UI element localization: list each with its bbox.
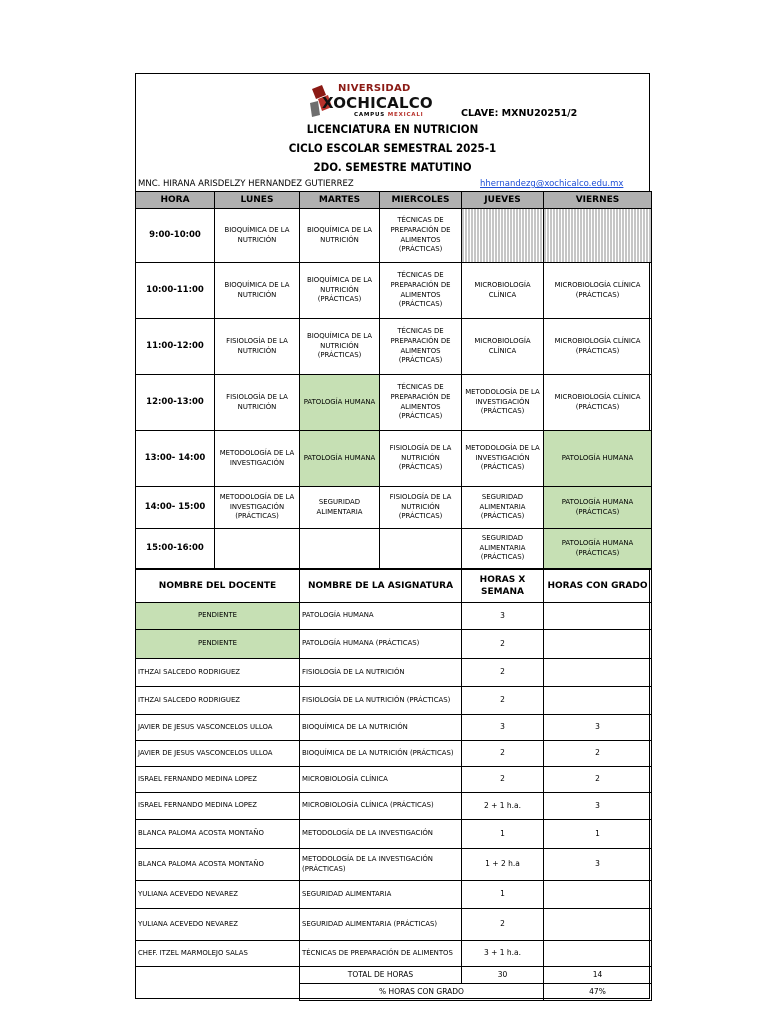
cycle-title: CICLO ESCOLAR SEMESTRAL 2025-1 <box>288 141 497 155</box>
subject-name: BIOQUÍMICA DE LA NUTRICIÓN <box>300 715 462 741</box>
class-cell: MICROBIOLOGÍA CLÍNICA (PRÁCTICAS) <box>544 319 652 375</box>
class-cell: TÉCNICAS DE PREPARACIÓN DE ALIMENTOS (PRÁCTICAS) <box>380 209 462 263</box>
total-row <box>136 967 652 984</box>
hours-per-week: 2 <box>462 741 544 767</box>
hour-cell: 11:00-12:00 <box>136 319 215 375</box>
class-cell: BIOQUÍMICA DE LA NUTRICIÓN <box>300 209 380 263</box>
hour-cell: 9:00-10:00 <box>136 209 215 263</box>
university-logo <box>308 83 444 123</box>
schedule-row <box>136 263 652 319</box>
class-cell: BIOQUÍMICA DE LA NUTRICIÓN <box>215 263 300 319</box>
logo-campus <box>354 112 424 118</box>
schedule-table <box>135 191 652 569</box>
class-cell: PATOLOGÍA HUMANA <box>300 375 380 431</box>
subject-name: FISIOLOGÍA DE LA NUTRICIÓN (PRÁCTICAS) <box>300 687 462 715</box>
class-cell <box>380 529 462 569</box>
clave-code: CLAVE: MXNU20251/2 <box>461 108 578 119</box>
schedule-row <box>136 487 652 529</box>
assignment-row <box>136 715 652 741</box>
teacher-name: JAVIER DE JESUS VASCONCELOS ULLOA <box>136 715 300 741</box>
class-cell: METODOLOGÍA DE LA INVESTIGACIÓN (PRÁCTICAS) <box>462 431 544 487</box>
total-hours: 30 <box>462 967 544 984</box>
schedule-header-day-3: MIERCOLES <box>380 192 462 209</box>
class-cell: BIOQUÍMICA DE LA NUTRICIÓN <box>215 209 300 263</box>
class-cell: SEGURIDAD ALIMENTARIA (PRÁCTICAS) <box>462 529 544 569</box>
class-cell: PATOLOGÍA HUMANA (PRÁCTICAS) <box>544 529 652 569</box>
class-cell: METODOLOGÍA DE LA INVESTIGACIÓN (PRÁCTICAS) <box>215 487 300 529</box>
class-cell <box>462 209 544 263</box>
hours-per-week: 1 + 2 h.a <box>462 849 544 881</box>
semester-title: 2DO. SEMESTRE MATUTINO <box>313 160 472 174</box>
hours-with-degree: 3 <box>544 849 652 881</box>
hour-cell: 10:00-11:00 <box>136 263 215 319</box>
assignments-header-row <box>136 570 652 603</box>
subject-name: TÉCNICAS DE PREPARACIÓN DE ALIMENTOS <box>300 941 462 967</box>
assignment-row <box>136 630 652 659</box>
logo-campus-name: MEXICALI <box>387 112 424 118</box>
teacher-name: ITHZAI SALCEDO RODRIGUEZ <box>136 687 300 715</box>
hours-with-degree: 2 <box>544 741 652 767</box>
total-hours-degree: 14 <box>544 967 652 984</box>
coordinator-email-link[interactable]: hhernandezg@xochicalco.edu.mx <box>480 179 624 189</box>
subject-name: METODOLOGÍA DE LA INVESTIGACIÓN <box>300 820 462 849</box>
logo-line-2: XOCHICALCO <box>322 94 433 112</box>
schedule-header-day-4: JUEVES <box>462 192 544 209</box>
hours-per-week: 2 <box>462 630 544 659</box>
hours-per-week: 2 + 1 h.a. <box>462 793 544 820</box>
hours-per-week: 1 <box>462 820 544 849</box>
assignment-row <box>136 849 652 881</box>
class-cell <box>544 209 652 263</box>
teacher-name: ISRAEL FERNANDO MEDINA LOPEZ <box>136 793 300 820</box>
percent-label: % HORAS CON GRADO <box>300 984 544 1001</box>
class-cell: SEGURIDAD ALIMENTARIA (PRÁCTICAS) <box>462 487 544 529</box>
class-cell <box>215 529 300 569</box>
teacher-name: YULIANA ACEVEDO NEVAREZ <box>136 881 300 909</box>
hours-with-degree <box>544 909 652 941</box>
hours-per-week: 2 <box>462 687 544 715</box>
class-cell: MICROBIOLOGÍA CLÍNICA <box>462 263 544 319</box>
schedule-header-day-1: LUNES <box>215 192 300 209</box>
schedule-row <box>136 529 652 569</box>
teacher-name: PENDIENTE <box>136 630 300 659</box>
class-cell: MICROBIOLOGÍA CLÍNICA <box>462 319 544 375</box>
assignment-row <box>136 659 652 687</box>
hours-with-degree: 3 <box>544 793 652 820</box>
percent-row <box>136 984 652 1001</box>
schedule-sheet <box>135 73 650 999</box>
schedule-header-day-2: MARTES <box>300 192 380 209</box>
subject-name: PATOLOGÍA HUMANA <box>300 603 462 630</box>
teacher-name: ITHZAI SALCEDO RODRIGUEZ <box>136 659 300 687</box>
program-title: LICENCIATURA EN NUTRICION <box>306 122 479 136</box>
class-cell: SEGURIDAD ALIMENTARIA <box>300 487 380 529</box>
schedule-row <box>136 431 652 487</box>
class-cell: BIOQUÍMICA DE LA NUTRICIÓN (PRÁCTICAS) <box>300 319 380 375</box>
subject-name: MICROBIOLOGÍA CLÍNICA (PRÁCTICAS) <box>300 793 462 820</box>
class-cell: MICROBIOLOGÍA CLÍNICA (PRÁCTICAS) <box>544 375 652 431</box>
logo-campus-prefix: CAMPUS <box>354 112 386 118</box>
hours-with-degree <box>544 630 652 659</box>
percent-value: 47% <box>544 984 652 1001</box>
assignment-row <box>136 881 652 909</box>
subject-name: SEGURIDAD ALIMENTARIA <box>300 881 462 909</box>
hour-cell: 14:00- 15:00 <box>136 487 215 529</box>
assignment-row <box>136 741 652 767</box>
hours-per-week: 1 <box>462 881 544 909</box>
schedule-header-day-5: VIERNES <box>544 192 652 209</box>
subject-name: PATOLOGÍA HUMANA (PRÁCTICAS) <box>300 630 462 659</box>
class-cell: PATOLOGÍA HUMANA <box>544 431 652 487</box>
teacher-name: JAVIER DE JESUS VASCONCELOS ULLOA <box>136 741 300 767</box>
class-cell: FISIOLOGÍA DE LA NUTRICIÓN <box>215 319 300 375</box>
schedule-header-row <box>136 192 652 209</box>
hours-with-degree <box>544 881 652 909</box>
teacher-name: YULIANA ACEVEDO NEVAREZ <box>136 909 300 941</box>
hours-per-week: 3 <box>462 715 544 741</box>
teacher-name: CHEF. ITZEL MARMOLEJO SALAS <box>136 941 300 967</box>
subject-name: SEGURIDAD ALIMENTARIA (PRÁCTICAS) <box>300 909 462 941</box>
assignment-row <box>136 941 652 967</box>
hour-cell: 12:00-13:00 <box>136 375 215 431</box>
class-cell: TÉCNICAS DE PREPARACIÓN DE ALIMENTOS (PRÁCTICAS) <box>380 263 462 319</box>
hours-per-week: 2 <box>462 767 544 793</box>
logo-line-1: NIVERSIDAD <box>338 83 411 94</box>
class-cell: FISIOLOGÍA DE LA NUTRICIÓN <box>215 375 300 431</box>
teacher-name: BLANCA PALOMA ACOSTA MONTAÑO <box>136 820 300 849</box>
assignment-row <box>136 793 652 820</box>
hours-with-degree: 3 <box>544 715 652 741</box>
hours-per-week: 3 + 1 h.a. <box>462 941 544 967</box>
subject-name: FISIOLOGÍA DE LA NUTRICIÓN <box>300 659 462 687</box>
coordinator-name: MNC. HIRANA ARISDELZY HERNANDEZ GUTIERREZ <box>138 179 354 189</box>
assignments-table <box>135 569 652 1001</box>
teacher-name: PENDIENTE <box>136 603 300 630</box>
hours-with-degree <box>544 603 652 630</box>
schedule-row <box>136 375 652 431</box>
hours-per-week: 2 <box>462 909 544 941</box>
hour-cell: 13:00- 14:00 <box>136 431 215 487</box>
total-spacer <box>136 967 300 984</box>
class-cell: MICROBIOLOGÍA CLÍNICA (PRÁCTICAS) <box>544 263 652 319</box>
percent-spacer <box>136 984 300 1001</box>
hours-per-week: 3 <box>462 603 544 630</box>
hours-with-degree <box>544 687 652 715</box>
class-cell: FISIOLOGÍA DE LA NUTRICIÓN (PRÁCTICAS) <box>380 487 462 529</box>
class-cell: BIOQUÍMICA DE LA NUTRICIÓN (PRÁCTICAS) <box>300 263 380 319</box>
hours-with-degree <box>544 941 652 967</box>
teacher-name: ISRAEL FERNANDO MEDINA LOPEZ <box>136 767 300 793</box>
subject-name: BIOQUÍMICA DE LA NUTRICIÓN (PRÁCTICAS) <box>300 741 462 767</box>
assignment-row <box>136 687 652 715</box>
assignment-row <box>136 767 652 793</box>
class-cell: METODOLOGÍA DE LA INVESTIGACIÓN <box>215 431 300 487</box>
hours-per-week: 2 <box>462 659 544 687</box>
class-cell <box>300 529 380 569</box>
class-cell: PATOLOGÍA HUMANA <box>300 431 380 487</box>
hours-with-degree: 2 <box>544 767 652 793</box>
class-cell: FISIOLOGÍA DE LA NUTRICIÓN (PRÁCTICAS) <box>380 431 462 487</box>
schedule-row <box>136 319 652 375</box>
hours-with-degree <box>544 659 652 687</box>
total-label: TOTAL DE HORAS <box>300 967 462 984</box>
assignments-header-cell: HORAS X SEMANA <box>462 570 544 603</box>
class-cell: PATOLOGÍA HUMANA (PRÁCTICAS) <box>544 487 652 529</box>
subject-name: MICROBIOLOGÍA CLÍNICA <box>300 767 462 793</box>
hours-with-degree: 1 <box>544 820 652 849</box>
teacher-name: BLANCA PALOMA ACOSTA MONTAÑO <box>136 849 300 881</box>
class-cell: TÉCNICAS DE PREPARACIÓN DE ALIMENTOS (PRÁCTICAS) <box>380 375 462 431</box>
schedule-header-hora: HORA <box>136 192 215 209</box>
assignment-row <box>136 820 652 849</box>
schedule-row <box>136 209 652 263</box>
assignment-row <box>136 909 652 941</box>
assignment-row <box>136 603 652 630</box>
assignments-header-cell: HORAS CON GRADO <box>544 570 652 603</box>
class-cell: METODOLOGÍA DE LA INVESTIGACIÓN (PRÁCTICAS) <box>462 375 544 431</box>
assignments-header-cell: NOMBRE DEL DOCENTE <box>136 570 300 603</box>
hour-cell: 15:00-16:00 <box>136 529 215 569</box>
assignments-header-cell: NOMBRE DE LA ASIGNATURA <box>300 570 462 603</box>
class-cell: TÉCNICAS DE PREPARACIÓN DE ALIMENTOS (PRÁCTICAS) <box>380 319 462 375</box>
subject-name: METODOLOGÍA DE LA INVESTIGACIÓN (PRÁCTICAS) <box>300 849 462 881</box>
